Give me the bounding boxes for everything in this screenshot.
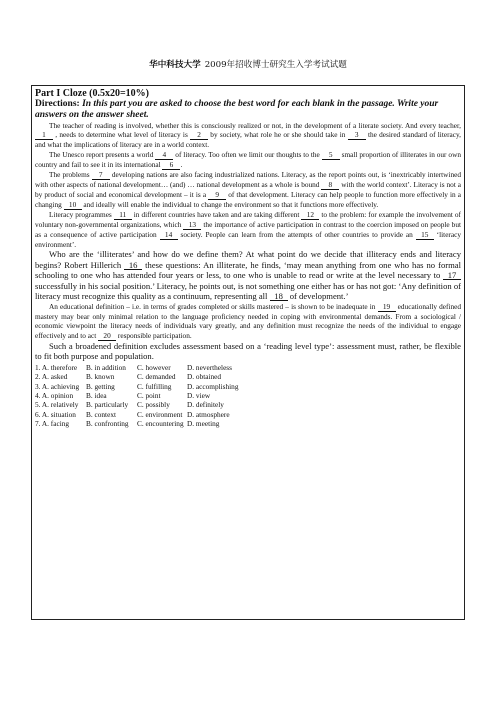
passage-text: Who are the ‘illiterates’ and how do we define them? At what point do we decide that illiteracy ends and literacy begins? Robert Hillerich — [35, 249, 461, 270]
passage-paragraph — [35, 249, 461, 302]
blank-number: 11 — [114, 211, 132, 220]
passage-text: of that development. Literacy can help people to function more effectively in a changing — [35, 189, 462, 209]
passage-text: Literacy programmes — [49, 209, 114, 219]
blank-number: 6 — [162, 161, 180, 170]
blank-number: 20 — [98, 332, 116, 341]
option-cell: C. demanded — [137, 372, 176, 382]
passage-paragraph: Such a broadened definition excludes assessment based on a ‘reading level type’: assessment must, rather, be flexible to fit both purpose and population. — [35, 340, 461, 362]
exam-title: 2009年招收博士研究生入学考试试题 — [204, 60, 347, 70]
option-cell: 5. A. relatively — [35, 400, 79, 410]
option-cell: C. however — [137, 362, 171, 372]
blank-number: 14 — [160, 231, 178, 240]
option-cell: 6. A. situation — [35, 409, 76, 419]
passage-text: with the world context’. Literacy is not a by product of social and economical development – it is a — [35, 179, 461, 199]
passage-text: of literacy. Too often we limit our thoughts to the — [173, 149, 322, 159]
option-row — [35, 363, 267, 372]
option-cell: B. confronting — [86, 418, 129, 428]
passage-text: the desired standard of literacy, and what the implications of literacy are in a world context. — [35, 130, 461, 150]
exam-content — [35, 88, 461, 428]
passage-text: ‘literacy environment’. — [35, 229, 461, 249]
option-cell: 1. A. therefore — [35, 362, 78, 372]
exam-frame — [31, 85, 465, 620]
option-row — [35, 400, 267, 409]
exam-header — [0, 58, 496, 70]
option-row — [35, 410, 267, 419]
option-row — [35, 419, 267, 428]
passage-paragraph — [35, 150, 461, 170]
option-cell: B. context — [86, 409, 116, 419]
passage-text: successfully in his social position.’ Literacy, he points out, is not something one either has or has not got: ‘Any definition of literacy must recognize this quality as a continuum, representing all — [35, 280, 461, 302]
blank-number: 8 — [321, 181, 339, 190]
blank-number: 4 — [155, 151, 173, 160]
option-cell: C. fulfilling — [137, 381, 172, 391]
option-cell: D. definitely — [187, 400, 224, 410]
blank-number: 7 — [92, 171, 110, 180]
blank-number: 15 — [416, 231, 434, 240]
option-cell: C. point — [137, 390, 161, 400]
passage-text: An educational definition – i.e. in terms of grades completed or skills mastered – is shown to be inadequate in — [49, 302, 378, 311]
passage-paragraph — [35, 170, 461, 210]
option-cell: D. obtained — [187, 372, 222, 382]
passage-text: of development.’ — [287, 291, 349, 302]
passage-text: to the problem: for example the involvement of voluntary non-governmental organizations, which — [35, 209, 461, 229]
blank-number: 19 — [378, 303, 396, 312]
directions — [35, 99, 461, 121]
blank-number: 17 — [443, 271, 461, 280]
passage-paragraph — [35, 302, 461, 341]
options-table — [35, 363, 267, 428]
option-cell: D. accomplishing — [187, 381, 239, 391]
directions-text: In this part you are asked to choose the best word for each blank in the passage. Write your answers on the answer sheet. — [35, 99, 439, 120]
passage-text: The Unesco report presents a world — [49, 149, 156, 159]
option-cell: B. idea — [86, 390, 107, 400]
option-cell: 7. A. facing — [35, 418, 70, 428]
section-title: Part I Cloze (0.5x20=10%) — [35, 88, 150, 99]
passage-text: in different countries have taken and are taking different — [131, 209, 302, 219]
blank-number: 9 — [208, 191, 226, 200]
passage-text: The problems — [49, 169, 92, 179]
option-cell: 4. A. opinion — [35, 390, 74, 400]
passage-text: these questions: An illiterate, he finds, ‘may mean anything from one who has no formal schooling to one who has attended four years or less, to one who is unable to read or write at the level necessary to — [35, 259, 461, 281]
option-cell: B. known — [86, 372, 115, 382]
option-cell: D. nevertheless — [187, 362, 232, 372]
option-cell: B. getting — [86, 381, 115, 391]
option-row — [35, 391, 267, 400]
option-row — [35, 372, 267, 381]
passage-paragraph — [35, 121, 461, 150]
blank-number: 5 — [322, 151, 340, 160]
passage-text: the importance of active participation in contrast to the coercion imposed on people but as a consequence of active participation — [35, 219, 462, 239]
passage-text: and ideally will enable the individual to change the environment so that it functions more effectively. — [81, 199, 379, 209]
blank-number: 13 — [183, 221, 201, 230]
blank-number: 12 — [301, 211, 319, 220]
option-cell: D. atmosphere — [187, 409, 230, 419]
passage-paragraph — [35, 210, 461, 249]
option-cell: C. possibly — [137, 400, 170, 410]
passage-text: society. People can learn from the attempts of other countries to provide an — [177, 229, 416, 239]
blank-number: 18 — [270, 292, 288, 301]
option-cell: C. encountering — [137, 418, 184, 428]
passage-text: responsible participation. — [116, 330, 192, 340]
blank-number: 1 — [35, 131, 53, 140]
passage-text: . — [180, 159, 183, 169]
option-cell: D. meeting — [187, 418, 220, 428]
blank-number: 10 — [64, 201, 82, 210]
blank-number: 3 — [348, 131, 366, 140]
passage-text: educationally defined mastery may bear only minimal relation to the language proficiency needed in coping with environmental demands. From a sociological / economic viewpoint the literacy needs of individuals vary greatly, and any definition must recognize the needs of the individual to engage effectively and to act — [35, 302, 461, 340]
option-cell: B. particularly — [86, 400, 129, 410]
university-name: 华中科技大学 — [149, 60, 201, 70]
option-cell: C. environment — [137, 409, 183, 419]
option-cell: 3. A. achieving — [35, 381, 80, 391]
option-row — [35, 382, 267, 391]
blank-number: 2 — [190, 131, 208, 140]
passage-text: developing nations are also facing industrialized nations. Literacy, as the report points out, is ‘inextricably intertwined with other aspects of national development… (and) … national development as a whole is bound — [35, 169, 461, 189]
passage-text: The teacher of reading is involved, whether this is consciously realized or not, in the development of a literate society. And every teacher, — [49, 121, 461, 130]
option-cell: D. view — [187, 390, 211, 400]
passage-text: , needs to determine what level of literacy is — [53, 130, 191, 140]
blank-number: 16 — [124, 261, 142, 270]
passage-text: small proportion of illiterates in our own country and fail to see it in its international — [35, 149, 461, 169]
option-cell: B. in addition — [86, 362, 126, 372]
option-cell: 2. A. asked — [35, 372, 68, 382]
passage-text: by society, what role he or she should take in — [208, 130, 348, 140]
directions-label: Directions: — [35, 99, 80, 109]
